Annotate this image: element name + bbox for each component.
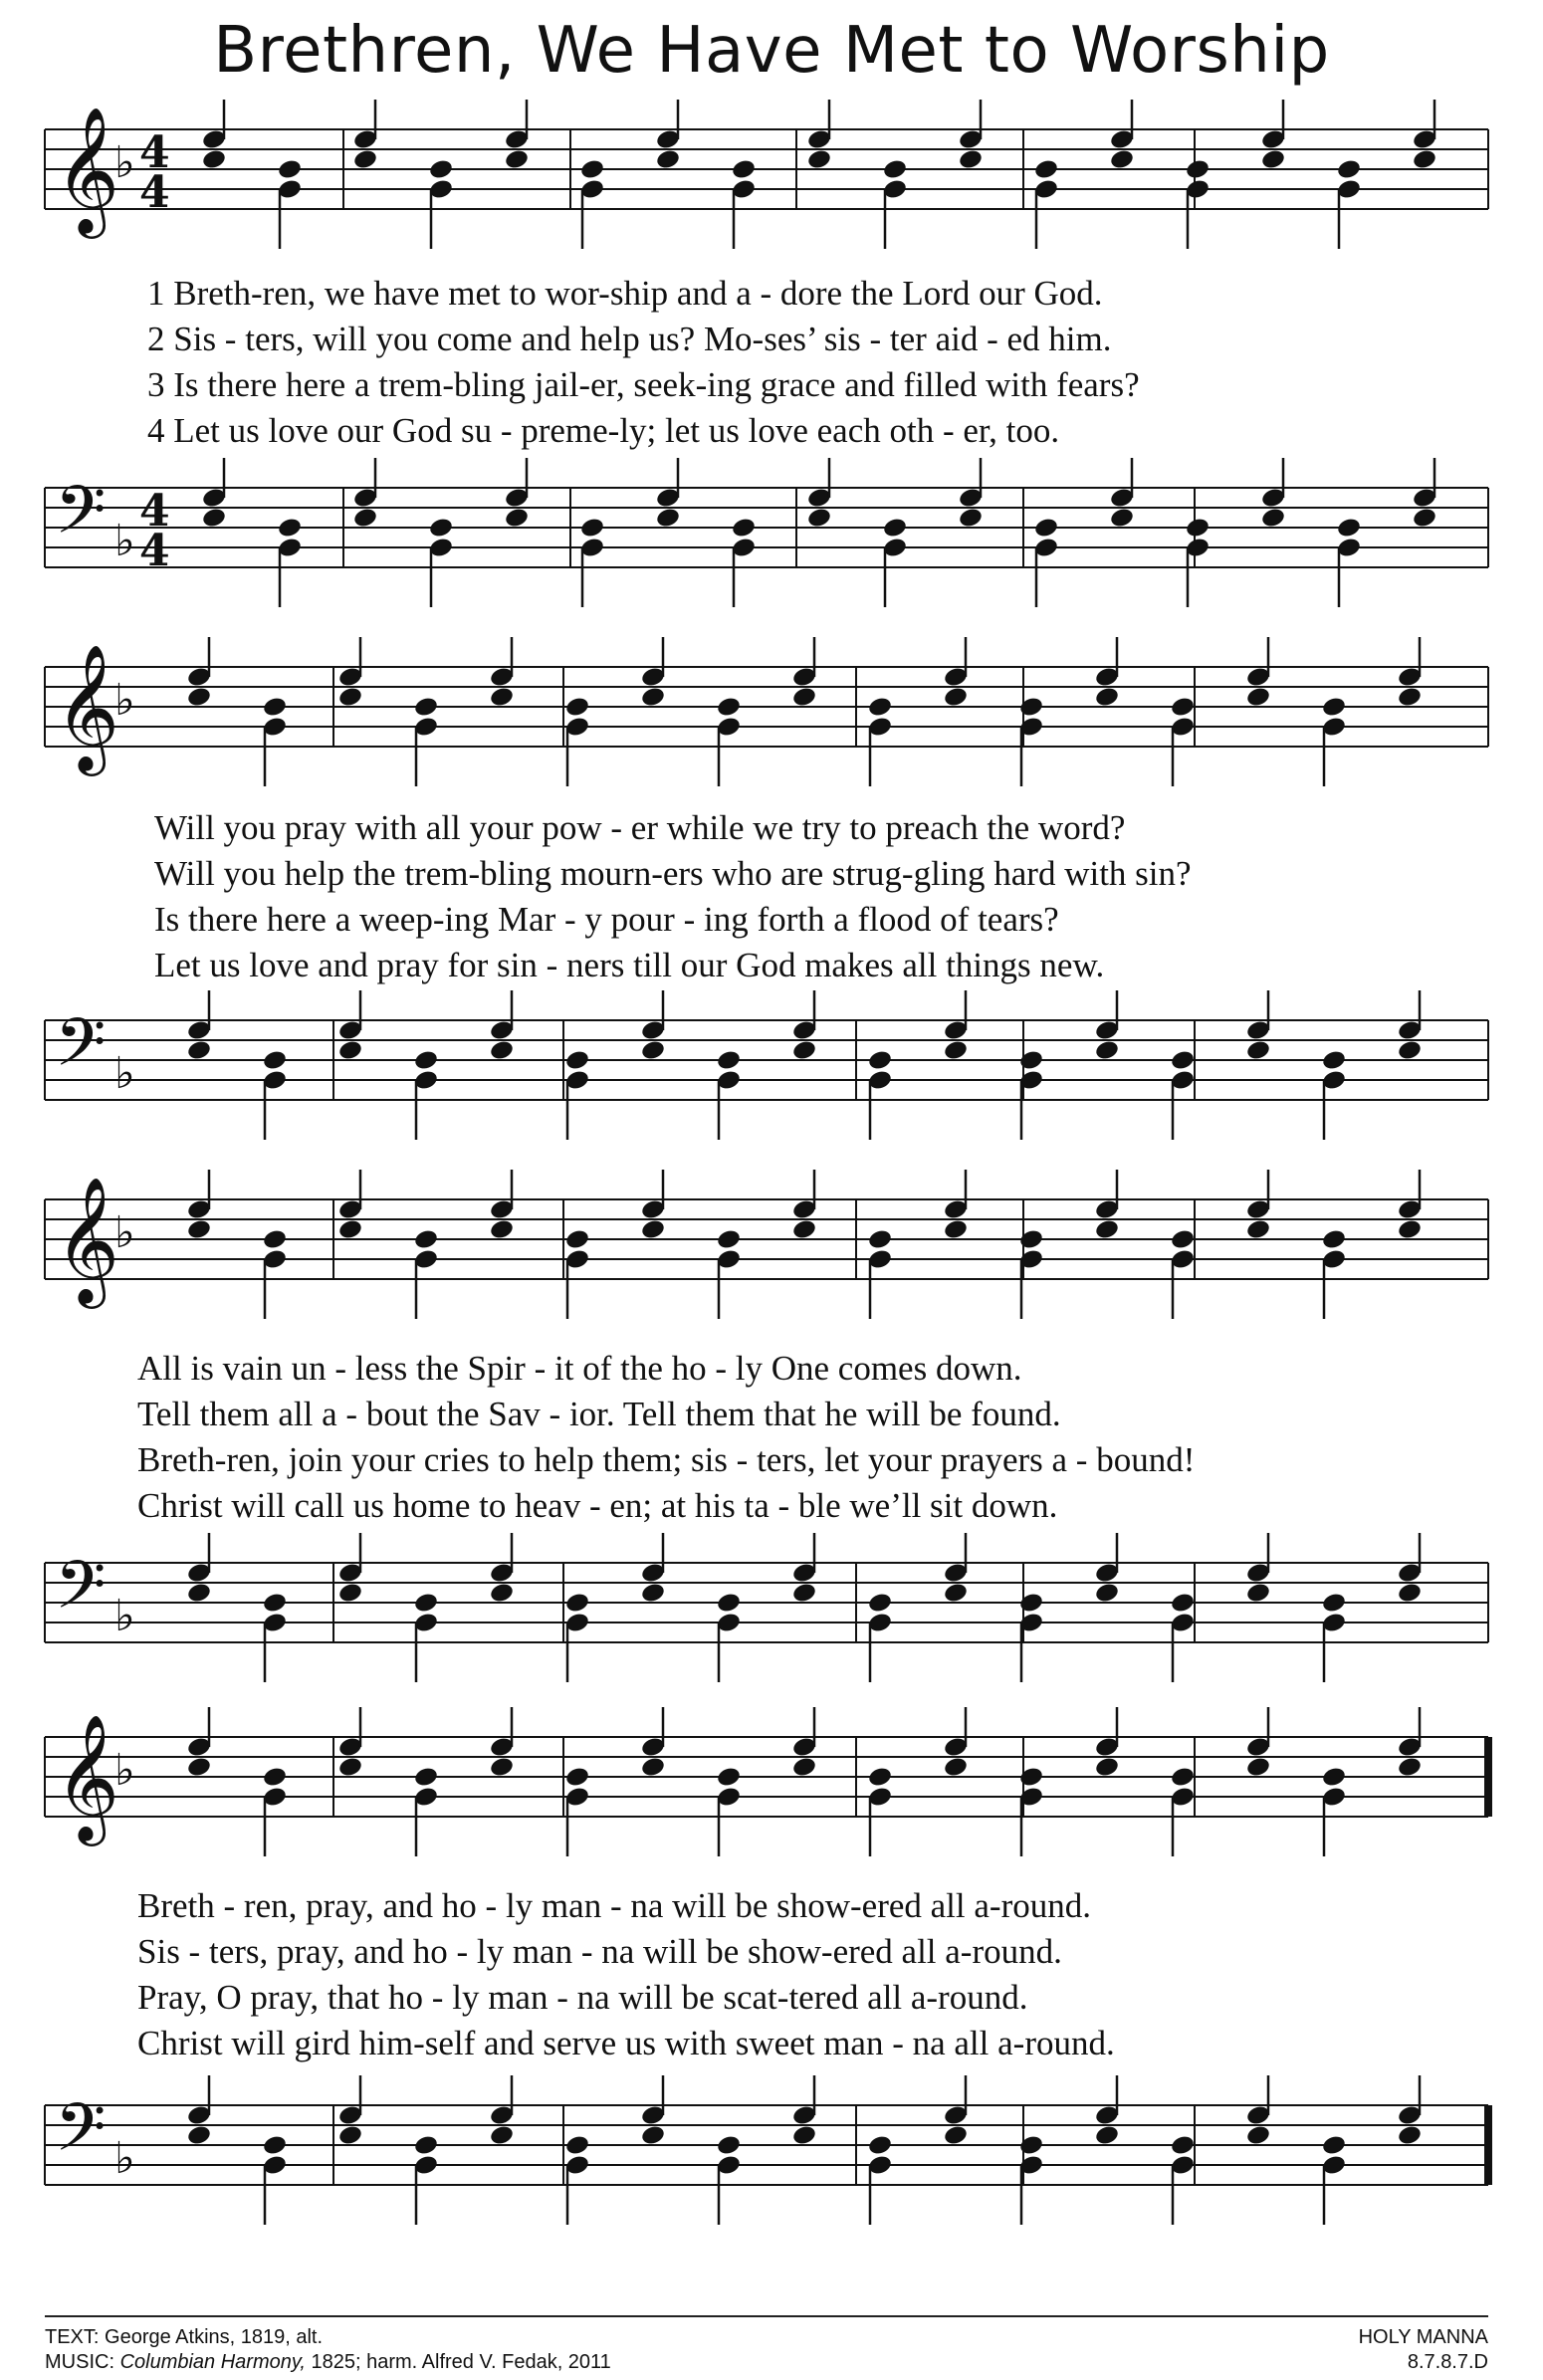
note-head xyxy=(1245,686,1271,709)
footer-divider xyxy=(45,2315,1488,2317)
time-signature-top: 4 xyxy=(139,486,170,537)
note-head xyxy=(882,517,908,540)
note-head xyxy=(867,696,893,719)
note-head xyxy=(413,2134,439,2157)
note-head xyxy=(867,1766,893,1789)
bass-staff-2 xyxy=(0,990,1543,1140)
note-head xyxy=(943,1039,969,1062)
note-head xyxy=(337,2124,363,2147)
flat-sign-icon: ♭ xyxy=(114,1591,135,1641)
bass-staff-4 xyxy=(0,2075,1543,2225)
lyric-verse-4: Christ will gird him-self and serve us with sweet man - na all a-round. xyxy=(137,2024,1115,2062)
flat-sign-icon: ♭ xyxy=(114,1207,135,1258)
note-head xyxy=(1185,517,1211,540)
note-head xyxy=(186,2124,212,2147)
note-head xyxy=(186,686,212,709)
note-head xyxy=(1336,158,1362,181)
time-signature-bottom: 4 xyxy=(139,167,170,218)
music-credit-value: 1825; harm. Alfred V. Fedak, 2011 xyxy=(311,2351,611,2373)
note-head xyxy=(1245,1756,1271,1779)
music-credit-label: MUSIC: xyxy=(45,2351,114,2373)
note-head xyxy=(413,1766,439,1789)
note-head xyxy=(640,1756,666,1779)
note-head xyxy=(640,1218,666,1241)
lyric-verse-1: Will you pray with all your pow - er while we try to preach the word? xyxy=(154,808,1126,847)
note-head xyxy=(1109,148,1135,171)
note-head xyxy=(579,517,605,540)
flat-sign-icon: ♭ xyxy=(114,1048,135,1099)
note-head xyxy=(716,1766,742,1789)
note-head xyxy=(564,1766,590,1789)
note-head xyxy=(1321,1592,1347,1615)
note-head xyxy=(489,686,515,709)
bass-staff-3 xyxy=(0,1533,1543,1682)
treble-clef-icon: 𝄞 xyxy=(55,643,120,770)
note-head xyxy=(489,1218,515,1241)
note-head xyxy=(1260,507,1286,530)
meter: 8.7.8.7.D xyxy=(1407,2351,1488,2373)
lyric-verse-4: Christ will call us home to heav - en; at his ta - ble we’ll sit down. xyxy=(137,1486,1058,1525)
note-head xyxy=(504,507,530,530)
treble-clef-icon: 𝄞 xyxy=(55,106,120,233)
note-head xyxy=(882,158,908,181)
note-head xyxy=(1033,517,1059,540)
note-head xyxy=(716,1592,742,1615)
note-head xyxy=(1412,148,1437,171)
note-head xyxy=(1170,1049,1196,1072)
note-head xyxy=(791,1756,817,1779)
note-head xyxy=(806,507,832,530)
note-head xyxy=(1018,1228,1044,1251)
tune-name: HOLY MANNA xyxy=(1358,2326,1488,2348)
hymn-title: Brethren, We Have Met to Worship xyxy=(213,14,1330,88)
note-head xyxy=(1033,158,1059,181)
note-head xyxy=(867,1228,893,1251)
note-head xyxy=(806,148,832,171)
note-head xyxy=(1170,1766,1196,1789)
bass-clef-icon: 𝄢 xyxy=(55,1004,107,1097)
note-head xyxy=(1170,1228,1196,1251)
note-head xyxy=(262,1592,288,1615)
note-head xyxy=(655,507,681,530)
note-head xyxy=(1321,1228,1347,1251)
time-signature-top: 4 xyxy=(139,127,170,178)
bass-staff-1 xyxy=(0,458,1543,607)
note-head xyxy=(867,1592,893,1615)
lyric-verse-3: Pray, O pray, that ho - ly man - na will be scat-tered all a-round. xyxy=(137,1978,1028,2017)
note-head xyxy=(489,2124,515,2147)
text-credit-value: George Atkins, 1819, alt. xyxy=(105,2326,324,2348)
note-head xyxy=(413,1228,439,1251)
flat-sign-icon: ♭ xyxy=(114,1745,135,1796)
note-head xyxy=(791,1039,817,1062)
note-head xyxy=(1094,1039,1120,1062)
lyric-verse-1: 1 Breth-ren, we have met to wor-ship and a - dore the Lord our God. xyxy=(147,274,1103,313)
treble-clef-icon: 𝄞 xyxy=(55,1176,120,1303)
note-head xyxy=(564,1049,590,1072)
note-head xyxy=(943,1582,969,1605)
note-head xyxy=(579,158,605,181)
note-head xyxy=(943,2124,969,2147)
bass-clef-icon: 𝄢 xyxy=(55,472,107,564)
note-head xyxy=(1245,2124,1271,2147)
treble-staff-3 xyxy=(0,1170,1543,1319)
note-head xyxy=(1018,1766,1044,1789)
note-head xyxy=(1109,507,1135,530)
note-head xyxy=(1170,696,1196,719)
note-head xyxy=(1018,1592,1044,1615)
note-head xyxy=(428,158,454,181)
lyric-verse-3: 3 Is there here a trem-bling jail-er, seek-ing grace and filled with fears? xyxy=(147,365,1140,404)
note-head xyxy=(1321,696,1347,719)
note-head xyxy=(337,1582,363,1605)
note-head xyxy=(1397,1039,1423,1062)
treble-staff-2 xyxy=(0,637,1543,786)
note-head xyxy=(352,507,378,530)
note-head xyxy=(731,517,757,540)
note-head xyxy=(262,1766,288,1789)
lyric-verse-4: Let us love and pray for sin - ners till our God makes all things new. xyxy=(154,946,1105,984)
note-head xyxy=(716,1228,742,1251)
note-head xyxy=(640,2124,666,2147)
note-head xyxy=(262,1228,288,1251)
lyric-verse-1: Breth - ren, pray, and ho - ly man - na will be show-ered all a-round. xyxy=(137,1886,1091,1925)
note-head xyxy=(867,2134,893,2157)
note-head xyxy=(1397,1582,1423,1605)
note-head xyxy=(867,1049,893,1072)
note-head xyxy=(1245,1218,1271,1241)
note-head xyxy=(1336,517,1362,540)
note-head xyxy=(1321,1049,1347,1072)
note-head xyxy=(1018,2134,1044,2157)
lyric-verse-1: All is vain un - less the Spir - it of the ho - ly One comes down. xyxy=(137,1349,1022,1388)
note-head xyxy=(958,148,984,171)
note-head xyxy=(791,1582,817,1605)
note-head xyxy=(1397,1218,1423,1241)
note-head xyxy=(1170,1592,1196,1615)
note-head xyxy=(1094,1582,1120,1605)
note-head xyxy=(1412,507,1437,530)
note-head xyxy=(489,1039,515,1062)
note-head xyxy=(1397,686,1423,709)
treble-staff-1 xyxy=(0,100,1543,249)
note-head xyxy=(958,507,984,530)
note-head xyxy=(262,1049,288,1072)
lyric-verse-2: Tell them all a - bout the Sav - ior. Tell them that he will be found. xyxy=(137,1395,1061,1433)
lyric-verse-2: Will you help the trem-bling mourn-ers who are strug-gling hard with sin? xyxy=(154,854,1192,893)
note-head xyxy=(337,1218,363,1241)
note-head xyxy=(337,1039,363,1062)
note-head xyxy=(262,2134,288,2157)
note-head xyxy=(337,686,363,709)
note-head xyxy=(791,1218,817,1241)
note-head xyxy=(428,517,454,540)
note-head xyxy=(564,1592,590,1615)
flat-sign-icon: ♭ xyxy=(114,675,135,726)
note-head xyxy=(262,696,288,719)
note-head xyxy=(716,696,742,719)
note-head xyxy=(943,1756,969,1779)
note-head xyxy=(640,1039,666,1062)
note-head xyxy=(1397,1756,1423,1779)
note-head xyxy=(337,1756,363,1779)
note-head xyxy=(186,1582,212,1605)
bass-clef-icon: 𝄢 xyxy=(55,1547,107,1639)
time-signature-bottom: 4 xyxy=(139,526,170,576)
note-head xyxy=(791,2124,817,2147)
note-head xyxy=(1185,158,1211,181)
note-head xyxy=(201,507,227,530)
text-credit-label: TEXT: xyxy=(45,2326,100,2348)
note-head xyxy=(1018,1049,1044,1072)
flat-sign-icon: ♭ xyxy=(114,137,135,188)
note-head xyxy=(564,1228,590,1251)
note-head xyxy=(201,148,227,171)
note-head xyxy=(716,1049,742,1072)
note-head xyxy=(716,2134,742,2157)
note-head xyxy=(1321,2134,1347,2157)
text-credit xyxy=(45,2326,323,2349)
lyric-verse-2: Sis - ters, pray, and ho - ly man - na will be show-ered all a-round. xyxy=(137,1932,1062,1971)
note-head xyxy=(1170,2134,1196,2157)
note-head xyxy=(186,1756,212,1779)
note-head xyxy=(413,1592,439,1615)
lyric-verse-4: 4 Let us love our God su - preme-ly; let us love each oth - er, too. xyxy=(147,411,1060,450)
note-head xyxy=(352,148,378,171)
note-head xyxy=(1094,1756,1120,1779)
lyric-verse-2: 2 Sis - ters, will you come and help us? Mo-ses’ sis - ter aid - ed him. xyxy=(147,320,1112,358)
note-head xyxy=(504,148,530,171)
note-head xyxy=(1321,1766,1347,1789)
note-head xyxy=(731,158,757,181)
flat-sign-icon: ♭ xyxy=(114,516,135,566)
note-head xyxy=(640,1582,666,1605)
music-credit xyxy=(45,2351,611,2374)
note-head xyxy=(1094,2124,1120,2147)
flat-sign-icon: ♭ xyxy=(114,2133,135,2184)
note-head xyxy=(186,1039,212,1062)
note-head xyxy=(1397,2124,1423,2147)
note-head xyxy=(413,696,439,719)
bass-clef-icon: 𝄢 xyxy=(55,2089,107,2182)
note-head xyxy=(489,1756,515,1779)
note-head xyxy=(277,517,303,540)
lyric-verse-3: Breth-ren, join your cries to help them; sis - ters, let your prayers a - bound! xyxy=(137,1440,1196,1479)
note-head xyxy=(489,1582,515,1605)
note-head xyxy=(277,158,303,181)
note-head xyxy=(1094,1218,1120,1241)
note-head xyxy=(640,686,666,709)
note-head xyxy=(564,2134,590,2157)
note-head xyxy=(186,1218,212,1241)
note-head xyxy=(413,1049,439,1072)
note-head xyxy=(564,696,590,719)
note-head xyxy=(1094,686,1120,709)
note-head xyxy=(1018,696,1044,719)
note-head xyxy=(943,686,969,709)
note-head xyxy=(1245,1582,1271,1605)
lyric-verse-3: Is there here a weep-ing Mar - y pour - ing forth a flood of tears? xyxy=(154,900,1059,939)
note-head xyxy=(1245,1039,1271,1062)
note-head xyxy=(655,148,681,171)
note-head xyxy=(943,1218,969,1241)
treble-clef-icon: 𝄞 xyxy=(55,1713,120,1840)
note-head xyxy=(1260,148,1286,171)
treble-staff-4 xyxy=(0,1707,1543,1856)
music-credit-source: Columbian Harmony, xyxy=(119,2351,306,2373)
note-head xyxy=(791,686,817,709)
